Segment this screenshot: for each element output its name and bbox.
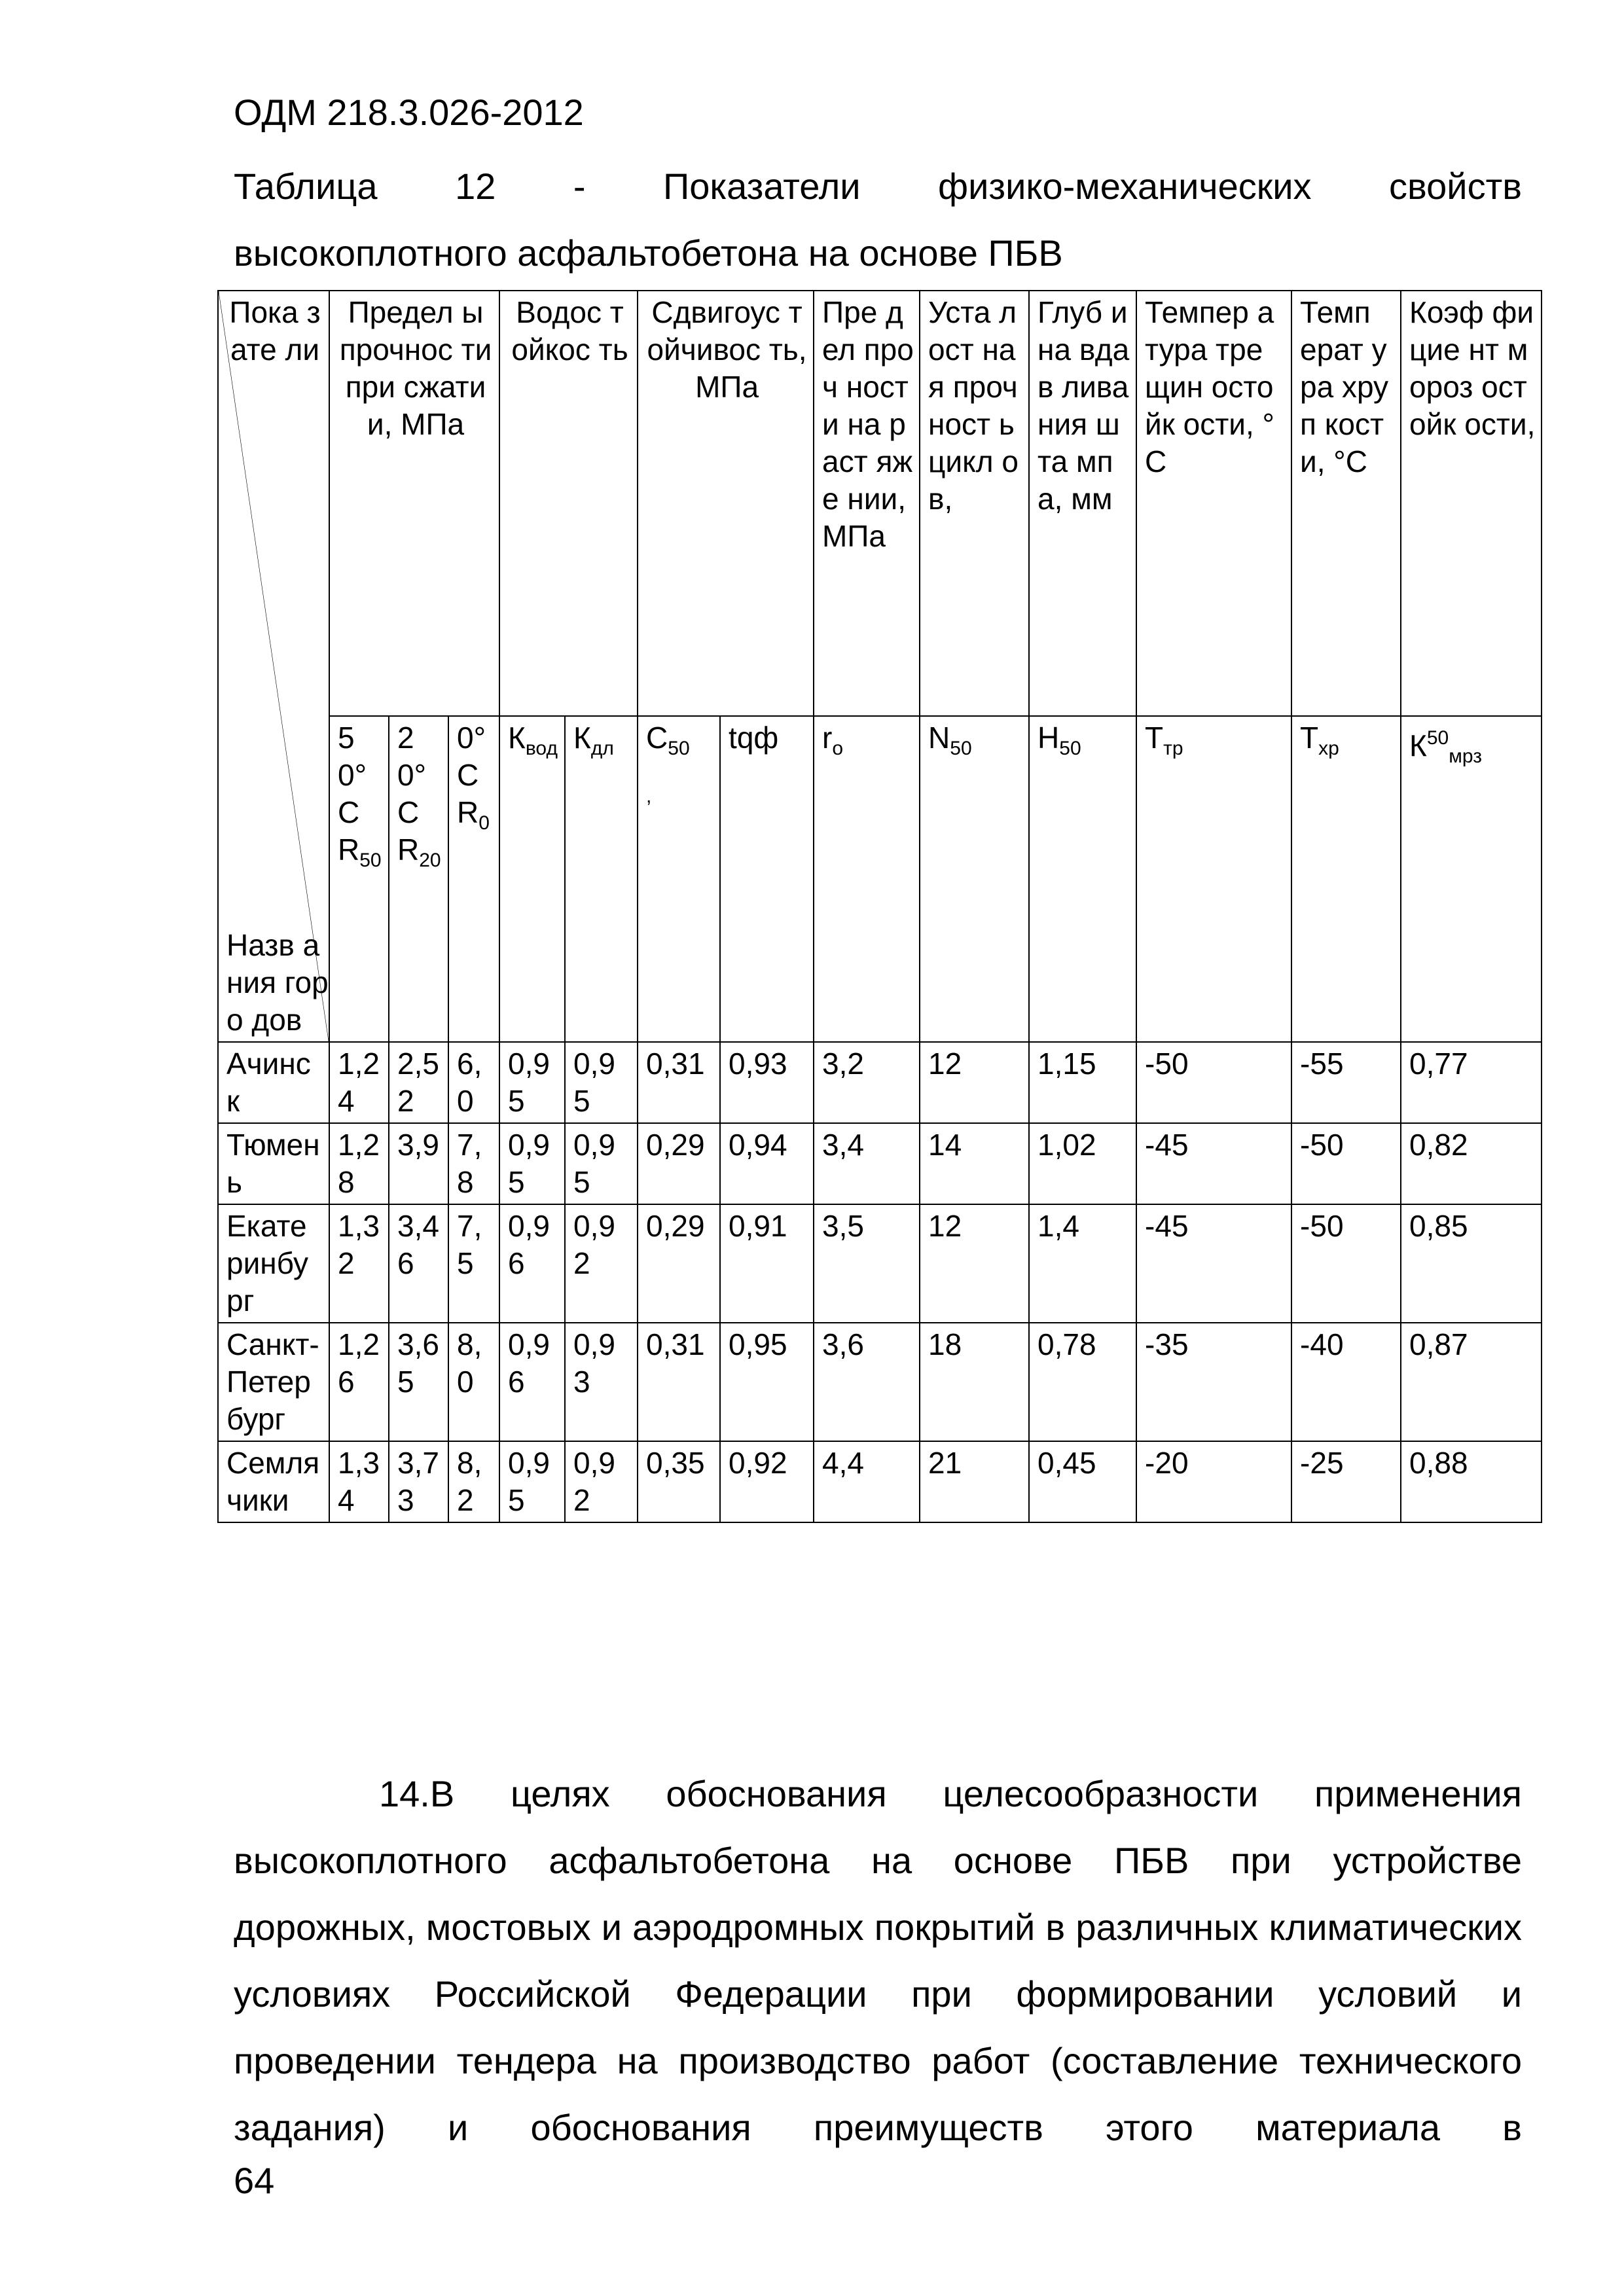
header-frost-coefficient: Коэф фицие нт мороз остойк ости, [1401,291,1542,716]
cell-tgf: 0,93 [720,1042,814,1123]
header-brittleness-temperature: Темп ерат ура хруп кост и, °С [1291,291,1401,716]
caption-word: 12 [455,166,496,207]
cell-kmrz: 0,87 [1401,1323,1542,1441]
caption-line-2: высокоплотного асфальтобетона на основе ПБВ [234,232,1063,274]
cell-r50: 1,32 [329,1204,389,1323]
properties-table [217,290,1542,1523]
body-paragraph [234,1761,1522,2161]
cell-r50: 1,28 [329,1123,389,1204]
table-row [218,1323,1542,1441]
caption-word: Показатели [663,166,861,207]
cell-ro: 3,4 [814,1123,920,1204]
cell-h50: 1,4 [1029,1204,1136,1323]
symbol-tgf: tqф [720,716,814,1042]
caption-word: Таблица [234,166,378,207]
cell-r0: 7,5 [448,1204,499,1323]
cell-r20: 2,52 [389,1042,448,1123]
caption-word: свойств [1389,166,1522,207]
symbol-h50: $H_{50}$ [1029,716,1136,1042]
cell-thr: -55 [1291,1042,1401,1123]
symbol-n50: $N_{50}$ [920,716,1029,1042]
cell-n50: 21 [920,1441,1029,1522]
cell-kvod: 0,95 [499,1042,565,1123]
table-row [218,1441,1542,1522]
symbol-ttr: $Т_{тр}$ [1136,716,1291,1042]
cell-kdl: 0,93 [565,1323,638,1441]
cell-r0: 8,0 [448,1323,499,1441]
cell-tgf: 0,91 [720,1204,814,1323]
cell-thr: -50 [1291,1123,1401,1204]
cell-kdl: 0,95 [565,1123,638,1204]
cell-kmrz: 0,85 [1401,1204,1542,1323]
cell-kvod: 0,96 [499,1204,565,1323]
table-row [218,1042,1542,1123]
cell-kmrz: 0,82 [1401,1123,1542,1204]
header-shear-resistance: Сдвигоус тойчивос ть, МПа [638,291,814,716]
symbol-thr: $Т_{хр}$ [1291,716,1401,1042]
symbol-ro: $r_o$ [814,716,920,1042]
header-indentation: Глуб ина вдав лива ния шта мпа, мм [1029,291,1136,716]
cell-ro: 4,4 [814,1441,920,1522]
header-corner-cell [218,291,329,1042]
cell-ttr: -45 [1136,1204,1291,1323]
table-caption [234,153,1522,287]
cell-ttr: -50 [1136,1042,1291,1123]
table-row [218,1123,1542,1204]
cell-r0: 6,0 [448,1042,499,1123]
cell-tgf: 0,92 [720,1441,814,1522]
cell-ro: 3,2 [814,1042,920,1123]
document-code: ОДМ 218.3.026-2012 [234,92,584,133]
cell-c50: 0,31 [638,1042,720,1123]
page-number: 64 [234,2160,275,2201]
cell-r50: 1,24 [329,1042,389,1123]
cell-city: Екатеринбург [218,1204,329,1323]
cell-r20: 3,46 [389,1204,448,1323]
header-crack-temperature: Темпер атура трещин остойк ости, °С [1136,291,1291,716]
symbol-kvod: $К_{вод}$ [499,716,565,1042]
cell-thr: -25 [1291,1441,1401,1522]
cell-c50: 0,29 [638,1123,720,1204]
cell-r20: 3,73 [389,1441,448,1522]
cell-c50: 0,31 [638,1323,720,1441]
cell-h50: 0,45 [1029,1441,1136,1522]
cell-kmrz: 0,88 [1401,1441,1542,1522]
cell-tgf: 0,95 [720,1323,814,1441]
corner-cities-label: Назв ания горо дов [226,928,329,1037]
caption-line-1 [234,153,1522,220]
cell-kvod: 0,96 [499,1323,565,1441]
cell-kdl: 0,95 [565,1042,638,1123]
cell-thr: -40 [1291,1323,1401,1441]
caption-word: - [573,166,586,207]
cell-kvod: 0,95 [499,1123,565,1204]
symbol-r0: $0^\circ СR_0$ [448,716,499,1042]
cell-n50: 14 [920,1123,1029,1204]
symbol-c50: $С_{50}$ $_,$ [638,716,720,1042]
cell-ro: 3,6 [814,1323,920,1441]
cell-ro: 3,5 [814,1204,920,1323]
cell-r0: 7,8 [448,1123,499,1204]
symbol-kmrz: $К^{50}_{мрз}$ [1401,716,1542,1042]
cell-kdl: 0,92 [565,1441,638,1522]
cell-city: Тюмень [218,1123,329,1204]
cell-c50: 0,35 [638,1441,720,1522]
cell-thr: -50 [1291,1204,1401,1323]
symbol-kdl: $К_{дл}$ [565,716,638,1042]
cell-h50: 1,02 [1029,1123,1136,1204]
cell-kdl: 0,92 [565,1204,638,1323]
cell-r20: 3,65 [389,1323,448,1441]
cell-kmrz: 0,77 [1401,1042,1542,1123]
cell-kvod: 0,95 [499,1441,565,1522]
cell-n50: 12 [920,1204,1029,1323]
cell-r50: 1,34 [329,1441,389,1522]
cell-h50: 0,78 [1029,1323,1136,1441]
corner-indicators-label: Пока зате ли [229,295,321,367]
cell-r50: 1,26 [329,1323,389,1441]
cell-n50: 12 [920,1042,1029,1123]
header-water-resistance: Водос тойкос ть [499,291,638,716]
cell-ttr: -45 [1136,1123,1291,1204]
caption-word: физико-механических [938,166,1312,207]
header-strength: Предел ы прочнос ти при сжатии, МПа [329,291,499,716]
cell-n50: 18 [920,1323,1029,1441]
cell-r0: 8,2 [448,1441,499,1522]
cell-city: Ачинск [218,1042,329,1123]
cell-h50: 1,15 [1029,1042,1136,1123]
symbol-r20: 20°С $R_{20}$ [389,716,448,1042]
cell-r20: 3,9 [389,1123,448,1204]
symbol-r50: 50°С $R_{50}$ [329,716,389,1042]
header-tensile-strength: Пре дел проч ност и на раст яже нии, МПа [814,291,920,716]
cell-ttr: -35 [1136,1323,1291,1441]
cell-c50: 0,29 [638,1204,720,1323]
cell-ttr: -20 [1136,1441,1291,1522]
cell-tgf: 0,94 [720,1123,814,1204]
table-row [218,1204,1542,1323]
cell-city: Санкт-Петербург [218,1323,329,1441]
header-fatigue: Уста лост ная проч ност ь цикл ов, [920,291,1029,716]
cell-city: Семлячики [218,1441,329,1522]
paragraph-text: 14.В целях обоснования целесообразности применения высокоплотного асфальтобетона на основе ПБВ при устройстве дорожных, мостовых и аэродромных покрытий в различных климатических условиях Российской Федерации при формировании условий и проведении тендера на производство работ (составление технического задания) и обоснования преимуществ этого материала в [234,1773,1522,2148]
